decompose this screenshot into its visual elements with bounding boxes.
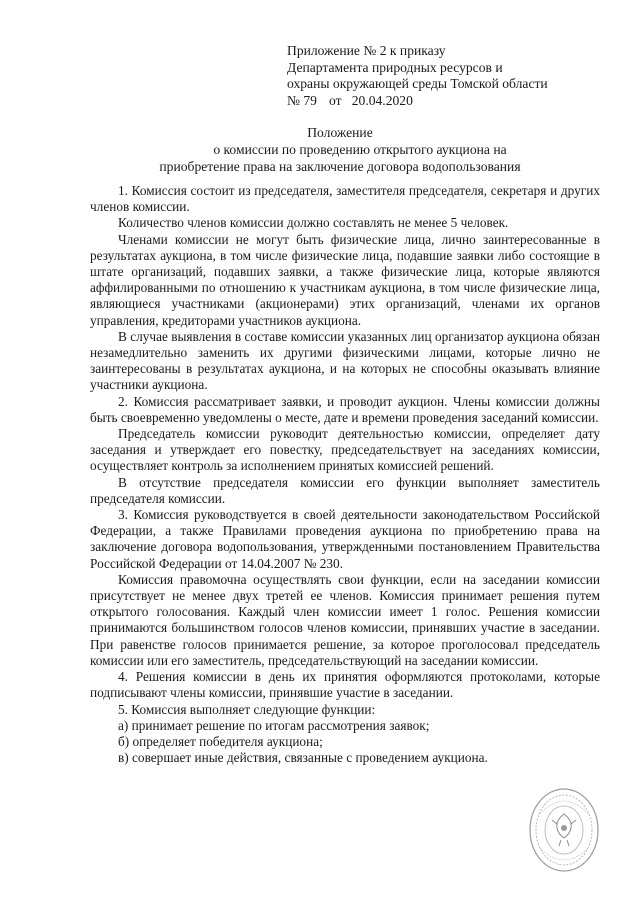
paragraph-4: В случае выявления в составе комиссии указанных лиц организатор аукциона обязан незамедлительно заменить их другими физическими лицами, которые лично не заинтересованы в результатах аукциона, и на которых не способны оказывать влияние участники аукциона. xyxy=(90,328,600,393)
paragraph-10: 4. Решения комиссии в день их принятия оформляются протоколами, которые подписывают члены комиссии, принявшие участие в заседании. xyxy=(90,669,600,701)
appendix-line-2: Департамента природных ресурсов и xyxy=(287,59,503,75)
appendix-header xyxy=(287,43,587,109)
official-seal-stamp xyxy=(528,784,600,874)
paragraph-5: 2. Комиссия рассматривает заявки, и проводит аукцион. Члены комиссии должны быть своевременно уведомлены о месте, дате и времени проведения заседаний комиссии. xyxy=(90,393,600,425)
list-item-a: а) принимает решение по итогам рассмотрения заявок; xyxy=(118,717,430,733)
paragraph-9: Комиссия правомочна осуществлять свои функции, если на заседании комиссии присутствует не менее двух третей ее членов. Комиссия принимает решения путем открытого голосования. Каждый член комиссии имеет 1 голос. Решения комиссии принимаются большинством голосов членов комиссии, принявших участие в заседании. При равенстве голосов принимается решение, за которое проголосовал председатель комиссии или его заместитель, председательствующий на заседании комиссии. xyxy=(90,571,600,668)
order-number: № 79 xyxy=(287,92,317,108)
paragraph-8: 3. Комиссия руководствуется в своей деятельности законодательством Российской Федерации, а также Правилами проведения аукциона по приобретению права на заключение договора водопользования, утвержденными постановлением Правительства Российской Федерации от 14.04.2007 № 230. xyxy=(90,507,600,571)
paragraph-2: Количество членов комиссии должно составлять не менее 5 человек. xyxy=(118,215,509,231)
appendix-line-3: охраны окружающей среды Томской области xyxy=(287,76,548,92)
paragraph-7: В отсутствие председателя комиссии его функции выполняет заместитель председателя комиссии. xyxy=(90,474,600,506)
title-line-3: приобретение права на заключение договора водопользования xyxy=(159,159,521,174)
seal-icon xyxy=(528,784,600,874)
paragraph-11: 5. Комиссия выполняет следующие функции: xyxy=(118,701,376,717)
document-title xyxy=(80,124,600,175)
appendix-order-line xyxy=(287,93,587,110)
paragraph-6: Председатель комиссии руководит деятельностью комиссии, определяет дату заседания и утверждает его повестку, председательствует на заседаниях комиссии, осуществляет контроль за исполнением принятых комиссией решений. xyxy=(90,426,600,474)
document-body xyxy=(90,183,600,766)
list-item-b: б) определяет победителя аукциона; xyxy=(118,733,323,749)
title-line-2: о комиссии по проведению открытого аукциона на xyxy=(213,142,507,157)
order-date: от 20.04.2020 xyxy=(328,92,413,108)
paragraph-3: Членами комиссии не могут быть физические лица, лично заинтересованные в результатах аукциона, в том числе физические лица, подавшие заявки либо состоящие в штате организаций, подавших заявки, а также физические лица, которые являются аффилированными по отношению к участникам аукциона, в том числе физические лица, являющиеся участниками (акционерами) этих организаций, членами их органов управления, кредиторами участников аукциона. xyxy=(90,231,600,328)
paragraph-1: 1. Комиссия состоит из председателя, заместителя председателя, секретаря и других членов комиссии. xyxy=(90,183,600,215)
title-line-1: Положение xyxy=(307,125,373,140)
list-item-c: в) совершает иные действия, связанные с проведением аукциона. xyxy=(118,750,488,766)
appendix-line-1: Приложение № 2 к приказу xyxy=(287,43,446,58)
